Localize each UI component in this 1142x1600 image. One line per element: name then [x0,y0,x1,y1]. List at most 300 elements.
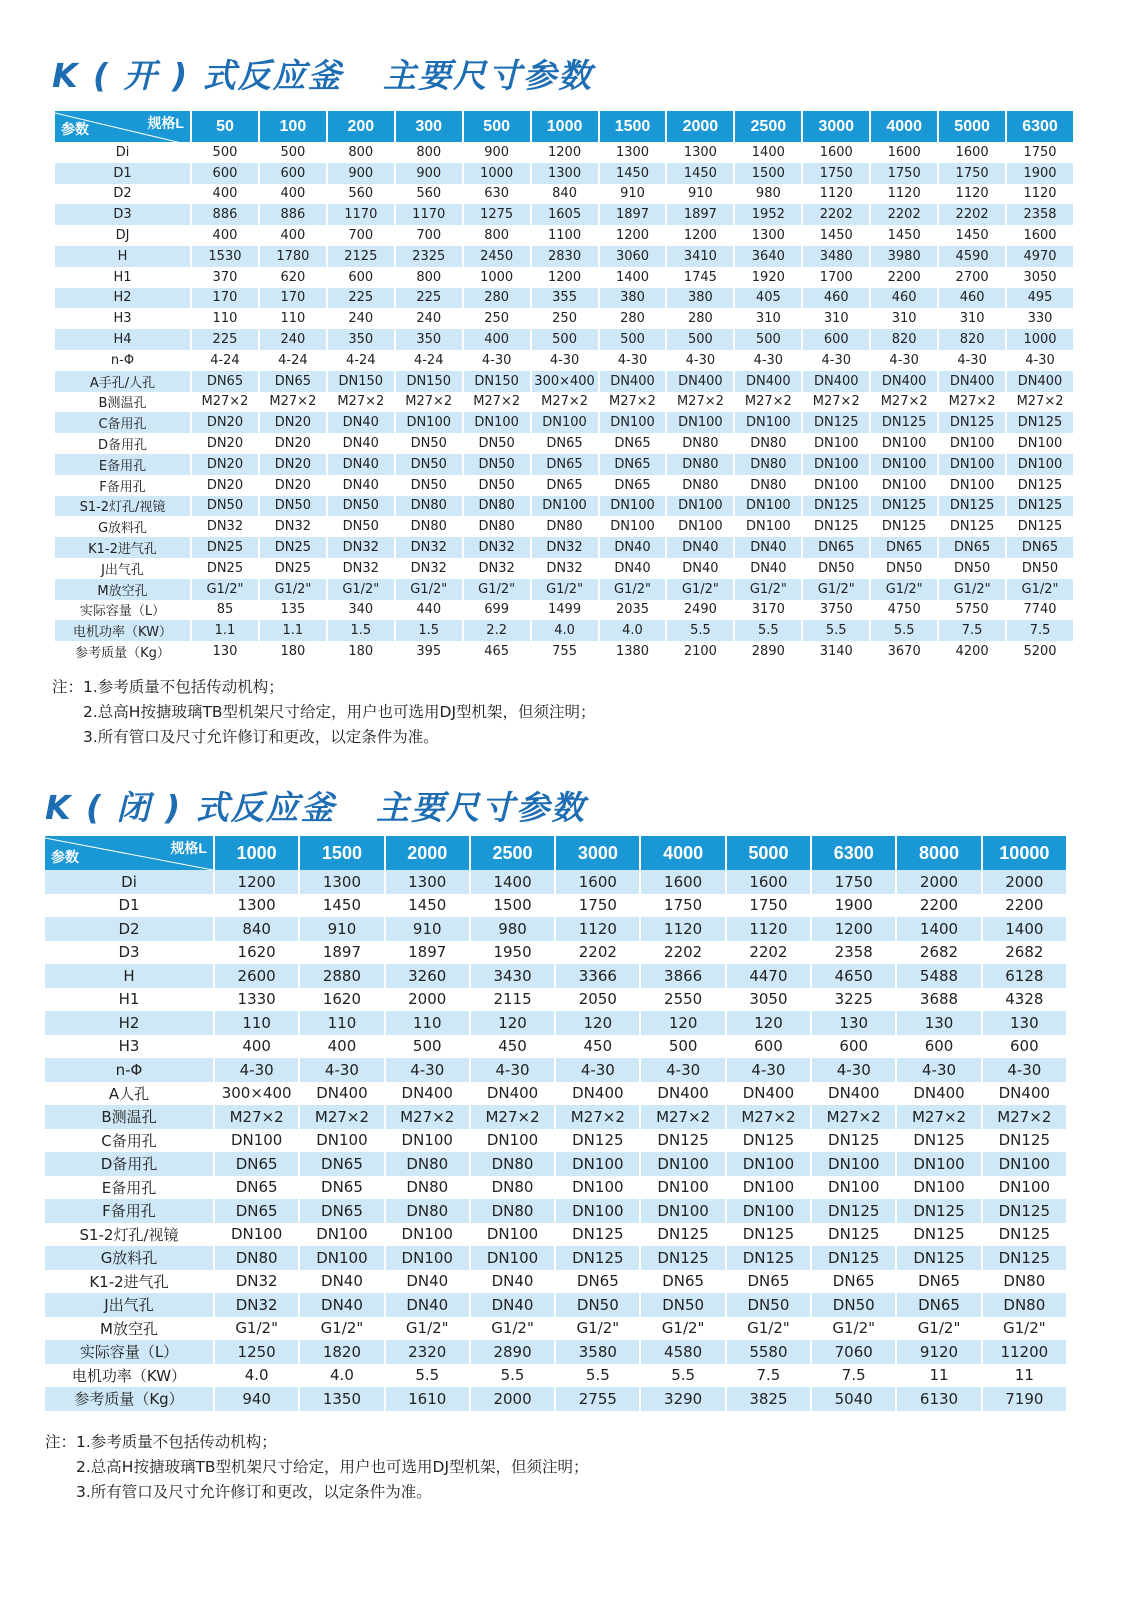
table-row [55,225,1073,246]
table-cell: G1/2" [832,1319,876,1338]
table-cell: DN20 [206,477,244,493]
row-label: 参考质量（Kg） [75,646,170,662]
table-cell: 1897 [667,204,733,225]
table-cell: DN65 [215,1199,298,1223]
table-cell: DN32 [342,560,379,576]
table-cell: DN100 [667,496,733,517]
table-cell: 1120 [955,186,989,202]
table-cell: 600 [260,163,326,184]
table-cell: 1500 [735,163,801,184]
table-cell: DN80 [215,1246,298,1270]
table-cell: 1000 [1007,329,1073,350]
table-cell: 110 [386,1011,469,1035]
table-cell: 600 [924,1037,954,1056]
table-cell: 2830 [532,246,598,267]
table-cell: DN125 [897,1199,980,1223]
table-cell: 250 [484,311,510,327]
column-header: 8000 [897,836,980,870]
table-cell: 4580 [641,1340,724,1364]
table-cell: 1300 [532,163,598,184]
table-cell: DN50 [410,436,447,452]
table-cell: DN80 [682,436,719,452]
column-header: 1500 [600,111,666,142]
table-cell: 4.0 [600,620,666,641]
column-header: 5000 [939,111,1005,142]
table-cell: DN80 [410,519,447,535]
row-label: S1-2灯孔/视镜 [55,496,190,517]
table-cell: 1120 [1023,186,1057,202]
table-cell: 4-30 [481,352,512,368]
table-cell: 910 [620,186,645,202]
table-cell: DN400 [828,1084,880,1103]
table-cell: DN150 [396,371,462,392]
table-row [45,988,1066,1012]
table-cell: DN125 [881,519,927,535]
table-cell: DN65 [600,454,666,475]
table-cell: DN80 [464,496,530,517]
table-cell: 1530 [192,246,258,267]
table-cell: 3670 [887,644,921,660]
table-cell: 600 [839,1037,869,1056]
table-cell: DN125 [913,1225,965,1244]
table-row [45,870,1066,894]
table-cell: 4-24 [278,352,308,368]
table-cell: M27×2 [201,394,249,410]
table-cell: DN125 [657,1225,709,1244]
column-header: 200 [328,111,394,142]
table-cell: 110 [212,311,238,327]
table-cell: 1000 [480,269,514,285]
table-row [45,1364,1066,1388]
table-cell: 7.5 [841,1366,866,1385]
table-cell: 280 [688,311,713,327]
table-cell: 4750 [887,602,921,618]
table-cell: 7190 [983,1387,1066,1411]
table-cell: DN100 [396,412,462,433]
table-row [45,1035,1066,1059]
table-cell: 1610 [386,1387,469,1411]
row-label: 参考质量（Kg） [45,1387,213,1411]
table-row [45,1011,1066,1035]
column-header: 2000 [386,836,469,870]
table-cell: 355 [532,288,598,309]
table-cell: 2000 [983,870,1066,894]
table-cell: DN125 [939,496,1005,517]
table-row [55,329,1073,350]
table-cell: 3410 [667,246,733,267]
table-cell: 2000 [471,1387,554,1411]
table-cell: DN400 [657,1084,709,1103]
row-label: J出气孔 [101,562,144,578]
table-cell: 2890 [471,1340,554,1364]
table-cell: 4-30 [957,352,987,368]
table-cell: 1400 [897,917,980,941]
table-cell: DN40 [342,436,379,452]
table-cell: DN25 [260,537,326,558]
table-cell: 4-30 [215,1058,298,1082]
column-header: 500 [464,111,530,142]
table-cell: 4.0 [244,1366,269,1385]
table-cell: 1600 [556,870,639,894]
table-cell: DN65 [803,537,869,558]
table-row [55,433,1073,454]
table-cell: 980 [755,186,781,202]
table-row [55,246,1073,267]
table-cell: 4.0 [532,620,598,641]
table-cell: 1300 [615,144,650,160]
table-cell: DN400 [316,1084,368,1103]
table-cell: DN125 [803,412,869,433]
row-label: H3 [118,1037,140,1056]
table-cell: 130 [812,1011,895,1035]
row-label: n-Φ [110,352,135,368]
table-cell: 3430 [471,964,554,988]
row-label: M放空孔 [100,1319,158,1338]
table-cell: DN65 [532,454,598,475]
table-cell: G1/2" [491,1319,534,1338]
table-cell: DN80 [1003,1272,1046,1291]
table-cell: DN32 [274,519,312,535]
table-cell: 1120 [887,186,921,202]
column-header: 3000 [803,111,869,142]
table-cell: M27×2 [812,1105,895,1129]
table-row [55,184,1073,205]
table-row [45,1129,1066,1153]
table-cell: DN50 [260,496,326,517]
table-cell: 6130 [897,1387,980,1411]
table-cell: 460 [803,288,869,309]
table-cell: 11 [929,1366,949,1385]
table-row [55,392,1073,413]
table-cell: 1450 [600,163,666,184]
table-cell: DN65 [576,1272,619,1291]
table-cell: G1/2" [667,579,733,600]
table-cell: DN20 [260,454,326,475]
row-label: F备用孔 [45,1199,213,1223]
table-cell: 380 [667,288,733,309]
table-cell: 1300 [300,870,383,894]
table-cell: DN65 [215,1152,298,1176]
table-cell: DN32 [206,519,244,535]
spec-label: 规格L [147,115,184,131]
table-cell: DN125 [1007,496,1073,517]
table-cell: DN32 [532,537,598,558]
table-cell: DN100 [983,1152,1066,1176]
table-cell: 620 [280,269,306,285]
table-cell: DN100 [486,1225,539,1244]
table-cell: 800 [348,144,374,160]
table-cell: 6128 [983,964,1066,988]
table-cell: 400 [280,228,306,244]
table-cell: DN125 [1007,412,1073,433]
table-cell: 2550 [664,990,703,1009]
table-cell: 630 [484,186,510,202]
table-cell: DN100 [1017,436,1063,452]
table-cell: DN40 [406,1272,449,1291]
table-cell: 1250 [215,1340,298,1364]
table-cell: DN20 [192,454,258,475]
table-row [55,204,1073,225]
table-cell: 2050 [578,990,617,1009]
closed-reactor-dimension-table [43,836,1068,1411]
table-cell: 5.5 [735,620,801,641]
table-cell: DN100 [401,1131,453,1150]
row-label: Di [45,870,213,894]
table-cell: DN25 [206,560,244,576]
table-cell: 3750 [819,602,853,618]
table-cell: DN125 [812,1199,895,1223]
row-label: D备用孔 [97,438,147,454]
table-cell: DN80 [406,1178,449,1197]
table-cell: DN80 [478,519,515,535]
table-cell: DN40 [321,1272,363,1291]
table-cell: M27×2 [300,1105,383,1129]
table-cell: 1.1 [192,620,258,641]
column-header: 300 [396,111,462,142]
table-row [55,558,1073,579]
table-cell: DN150 [464,371,530,392]
table-cell: 5488 [897,964,980,988]
table-cell: M27×2 [812,394,860,410]
table-cell: DN32 [478,560,515,576]
table-cell: DN65 [300,1199,383,1223]
table-cell: 350 [328,329,394,350]
table-cell: 495 [1007,288,1073,309]
column-header: 2500 [735,111,801,142]
table-cell: 3580 [556,1340,639,1364]
table-cell: 1897 [322,943,362,962]
table-cell: DN100 [600,412,666,433]
table-cell: 5040 [812,1387,895,1411]
table-cell: 600 [348,269,374,285]
table-cell: DN125 [572,1225,624,1244]
table-cell: 1750 [578,896,617,915]
param-label: 参数 [61,121,89,137]
table-cell: G1/2" [917,1319,961,1338]
table-cell: DN65 [321,1178,363,1197]
table-cell: 340 [348,602,374,618]
table-cell: DN20 [260,412,326,433]
table-cell: DN100 [556,1152,639,1176]
table-cell: 1750 [939,163,1005,184]
table-cell: DN50 [396,454,462,475]
table-cell: 900 [484,144,510,160]
table-cell: 4650 [812,964,895,988]
table-cell: M27×2 [1016,394,1064,410]
table-cell: 840 [552,186,577,202]
table-cell: 4-24 [210,352,240,368]
table-cell: 2.2 [464,620,530,641]
row-label: K1-2进气孔 [55,537,190,558]
table-cell: DN100 [727,1152,810,1176]
table-cell: DN80 [983,1293,1066,1317]
table-cell: DN40 [300,1293,383,1317]
table-cell: DN50 [464,454,530,475]
table-cell: DN80 [682,477,719,493]
table-cell: DN100 [812,1152,895,1176]
table-cell: 400 [327,1037,357,1056]
table-cell: G1/2" [1007,579,1073,600]
table-cell: 980 [471,917,554,941]
table-cell: 2890 [751,644,785,660]
table-cell: 310 [959,311,985,327]
section1-notes [52,675,596,750]
table-row [55,620,1073,641]
table-cell: 240 [416,311,442,327]
row-label: D1 [118,896,140,915]
table-cell: DN40 [471,1293,554,1317]
row-label: 电机功率（KW） [71,1366,187,1385]
table-cell: 4-30 [753,352,784,368]
table-cell: 500 [667,329,733,350]
table-cell: 560 [348,186,374,202]
table-cell: DN32 [328,537,394,558]
row-label: C备用孔 [101,1131,157,1150]
table-cell: DN65 [918,1272,960,1291]
table-cell: 1499 [548,602,582,618]
table-cell: 5.5 [667,620,733,641]
table-cell: 240 [348,311,374,327]
column-header: 1000 [532,111,598,142]
table-cell: DN32 [546,560,583,576]
table-cell: DN400 [600,371,666,392]
table-cell: M27×2 [405,394,453,410]
table-cell: 560 [416,186,442,202]
table-cell: DN65 [614,436,651,452]
table-cell: 380 [600,288,666,309]
table-cell: 1300 [386,870,469,894]
table-cell: 5.5 [803,620,869,641]
table-cell: 225 [192,329,258,350]
table-row [45,1387,1066,1411]
table-cell: DN400 [871,371,937,392]
table-cell: 4590 [939,246,1005,267]
table-cell: 1300 [237,896,276,915]
table-cell: M27×2 [337,394,385,410]
row-label: 实际容量（L） [45,1340,213,1364]
table-cell: 1400 [615,269,650,285]
table-cell: 130 [212,644,238,660]
table-cell: 1600 [955,144,989,160]
column-header: 2000 [667,111,733,142]
row-label: D3 [118,943,140,962]
table-cell: 2202 [664,943,703,962]
table-cell: 250 [552,311,577,327]
table-cell: G1/2" [576,1319,620,1338]
table-cell: DN125 [657,1131,709,1150]
row-label: n-Φ [45,1058,213,1082]
table-cell: 330 [1027,311,1053,327]
table-cell: DN20 [274,436,312,452]
table-cell: DN125 [742,1225,795,1244]
table-cell: 4970 [1007,246,1073,267]
table-cell: 1350 [300,1387,383,1411]
table-row [55,537,1073,558]
table-cell: 1600 [887,144,921,160]
table-cell: 500 [212,144,238,160]
table-cell: DN100 [300,1246,383,1270]
table-cell: G1/2" [747,1319,790,1338]
table-cell: DN125 [913,1131,965,1150]
table-row [55,600,1073,621]
table-cell: 5.5 [415,1366,440,1385]
table-cell: 225 [328,288,394,309]
param-label: 参数 [51,849,79,865]
table-cell: DN100 [464,412,530,433]
row-label: B测温孔 [45,1105,213,1129]
table-cell: 1400 [471,870,554,894]
table-cell: DN100 [532,412,598,433]
table-cell: DN125 [742,1131,795,1150]
row-label: A人孔 [108,1084,150,1103]
table-cell: 3640 [735,246,801,267]
column-header: 6300 [812,836,895,870]
table-cell: DN32 [215,1293,298,1317]
table-cell: DN40 [735,537,801,558]
table-cell: 5.5 [871,620,937,641]
table-row [55,454,1073,475]
table-cell: M27×2 [676,394,724,410]
table-cell: 300×400 [221,1084,292,1103]
table-cell: DN100 [572,1178,624,1197]
table-cell: 1897 [600,204,666,225]
table-cell: DN100 [230,1131,283,1150]
table-cell: 4328 [1005,990,1044,1009]
table-cell: G1/2" [735,579,801,600]
table-cell: 180 [348,644,374,660]
table-cell: 2755 [556,1387,639,1411]
table-cell: DN100 [667,412,733,433]
table-cell: 9120 [897,1340,980,1364]
table-cell: DN65 [832,1272,875,1291]
table-cell: DN125 [983,1246,1066,1270]
table-cell: DN100 [813,436,859,452]
table-cell: 500 [735,329,801,350]
table-cell: 1780 [260,246,326,267]
table-cell: 1605 [532,204,598,225]
table-row [55,308,1073,329]
table-cell: 310 [755,311,781,327]
table-cell: DN65 [546,436,583,452]
table-cell: DN40 [386,1293,469,1317]
table-cell: 800 [416,144,442,160]
table-cell: 1275 [464,204,530,225]
table-cell: 4-30 [983,1058,1066,1082]
table-cell: 310 [891,311,917,327]
table-cell: 395 [416,644,442,660]
table-cell: 1500 [493,896,532,915]
table-cell: 4-30 [727,1058,810,1082]
row-label: H2 [45,1011,213,1035]
table-cell: DN50 [886,560,923,576]
table-cell: 2880 [300,964,383,988]
table-cell: DN100 [230,1225,283,1244]
table-cell: 4-30 [889,352,919,368]
table-cell: 1750 [803,163,869,184]
table-cell: 3050 [749,990,788,1009]
table-cell: DN100 [871,454,937,475]
row-label: DJ [115,228,130,244]
table-cell: DN125 [813,519,859,535]
table-cell: 886 [192,204,258,225]
table-cell: 755 [552,644,577,660]
table-cell: 4-24 [413,352,444,368]
table-cell: 2200 [1005,896,1044,915]
table-cell: 2100 [683,644,717,660]
table-cell: DN125 [939,412,1005,433]
table-cell: 4-30 [641,1058,724,1082]
table-cell: DN20 [274,477,312,493]
